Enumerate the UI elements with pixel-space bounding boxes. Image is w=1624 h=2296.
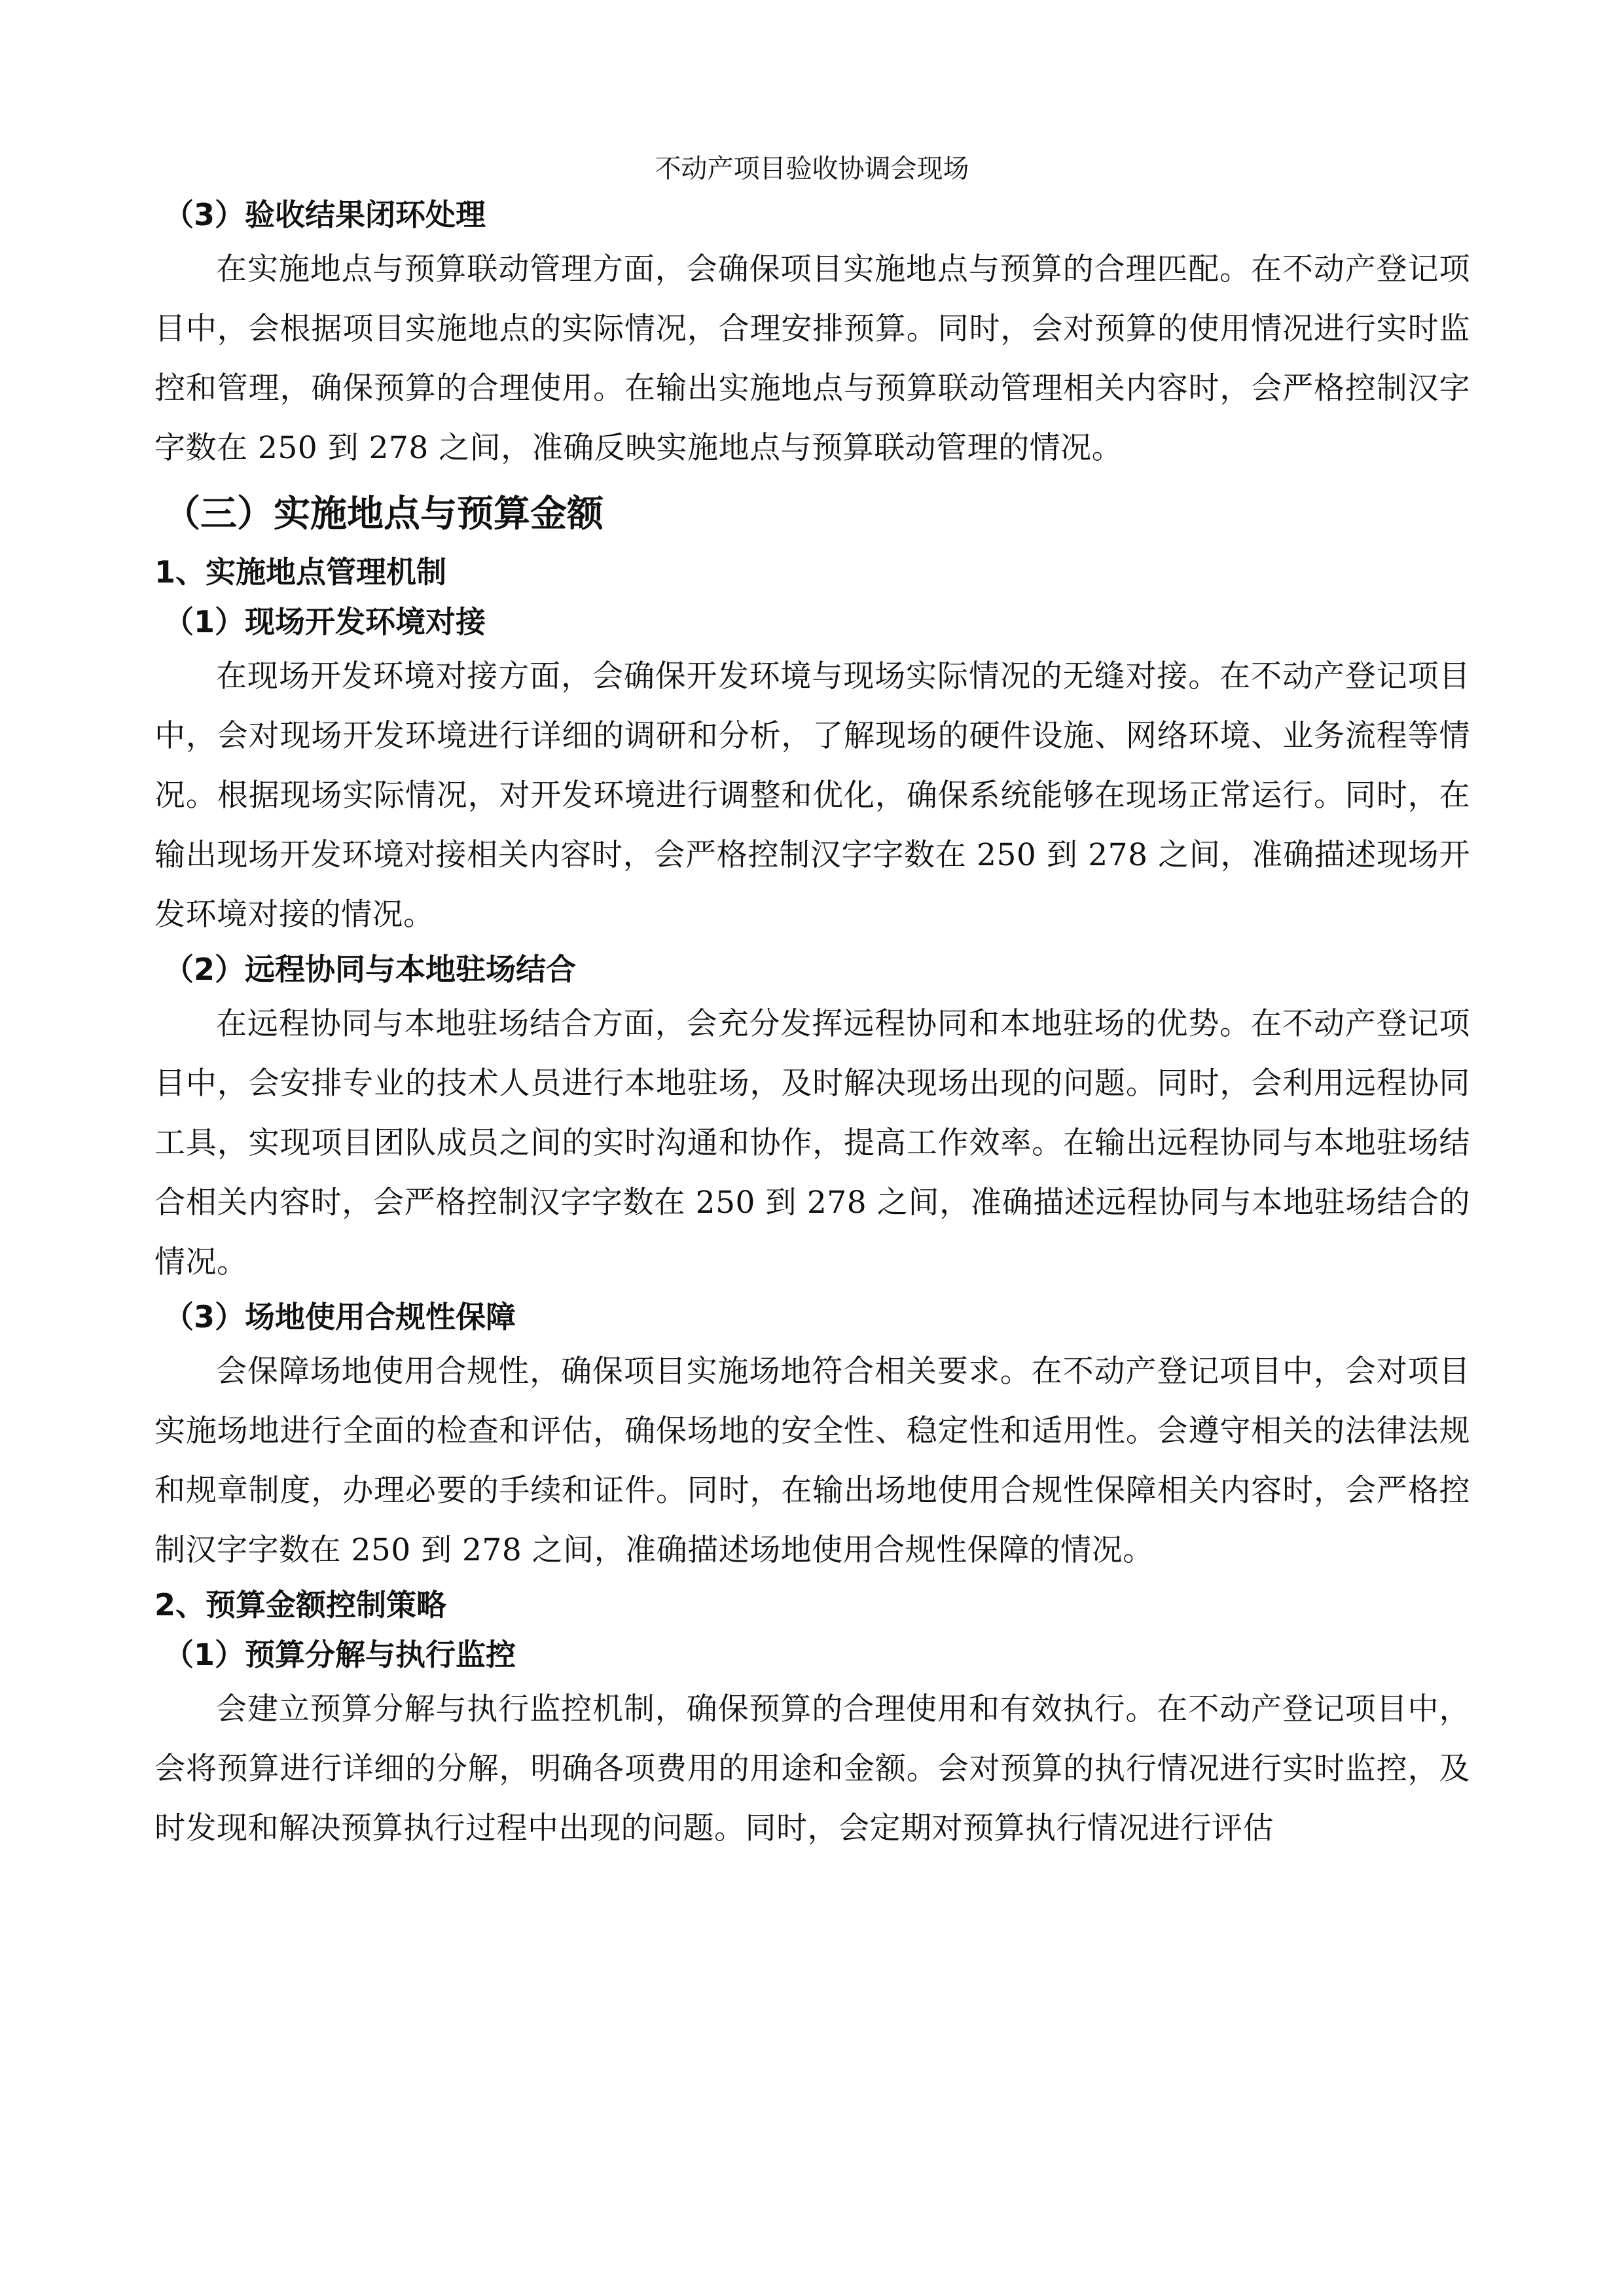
section-heading-site-budget: （三）实施地点与预算金额 [164,493,604,535]
figure-caption: 不动产项目验收协调会现场 [655,154,969,184]
heading-onsite-env: （1）现场开发环境对接 [164,604,486,639]
heading-site-management: 1、实施地点管理机制 [154,554,447,590]
heading-site-compliance: （3）场地使用合规性保障 [164,1299,516,1335]
paragraph-remote-collab: 在远程协同与本地驻场结合方面，会充分发挥远程协同和本地驻场的优势。在不动产登记项目中，会安排专业的技术人员进行本地驻场，及时解决现场出现的问题。同时，会利用远程协同工具，实现项目团队成员之间的实时沟通和协作，提高工作效率。在输出远程协同与本地驻场结合相关内容时，会严格控制汉字字数在 250 到 278 之间，准确描述远程协同与本地驻场结合的情况。 [154,1006,1470,1280]
document-body [154,190,1470,1858]
heading-closed-loop: （3）验收结果闭环处理 [164,197,486,232]
paragraph-onsite-env: 在现场开发环境对接方面，会确保开发环境与现场实际情况的无缝对接。在不动产登记项目中，会对现场开发环境进行详细的调研和分析，了解现场的硬件设施、网络环境、业务流程等情况。根据现场实际情况，对开发环境进行调整和优化，确保系统能够在现场正常运行。同时，在输出现场开发环境对接相关内容时，会严格控制汉字字数在 250 到 278 之间，准确描述现场开发环境对接的情况。 [154,658,1470,933]
paragraph-budget-split: 会建立预算分解与执行监控机制，确保预算的合理使用和有效执行。在不动产登记项目中，会将预算进行详细的分解，明确各项费用的用途和金额。会对预算的执行情况进行实时监控，及时发现和解决预算执行过程中出现的问题。同时，会定期对预算执行情况进行评估 [154,1691,1470,1846]
paragraph-closed-loop: 在实施地点与预算联动管理方面，会确保项目实施地点与预算的合理匹配。在不动产登记项目中，会根据项目实施地点的实际情况，合理安排预算。同时，会对预算的使用情况进行实时监控和管理，确保预算的合理使用。在输出实施地点与预算联动管理相关内容时，会严格控制汉字字数在 250 到 278 之间，准确反映实施地点与预算联动管理的情况。 [154,251,1470,466]
paragraph-site-compliance: 会保障场地使用合规性，确保项目实施场地符合相关要求。在不动产登记项目中，会对项目实施场地进行全面的检查和评估，确保场地的安全性、稳定性和适用性。会遵守相关的法律法规和规章制度，办理必要的手续和证件。同时，在输出场地使用合规性保障相关内容时，会严格控制汉字字数在 250 到 278 之间，准确描述场地使用合规性保障的情况。 [154,1354,1470,1568]
heading-budget-split: （1）预算分解与执行监控 [164,1637,516,1672]
heading-remote-collab: （2）远程协同与本地驻场结合 [164,952,577,987]
heading-budget-control: 2、预算金额控制策略 [154,1587,447,1623]
